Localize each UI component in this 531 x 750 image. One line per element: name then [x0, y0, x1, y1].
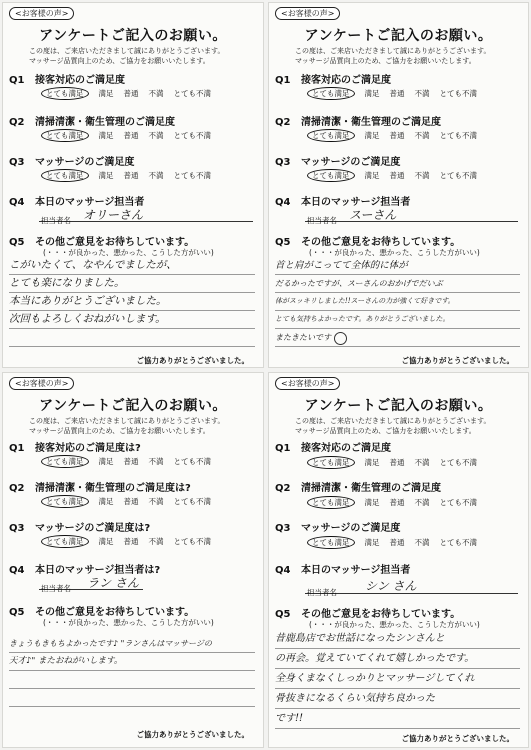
- question-text: その他ご意見をお待ちしています。: [301, 609, 461, 620]
- option-satisfied[interactable]: 満足: [364, 458, 380, 467]
- question-1: [275, 71, 391, 86]
- question-number: Q3: [275, 523, 291, 534]
- option-very-satisfied-selected[interactable]: とても満足: [41, 455, 89, 468]
- comment-line: とても気持ちよかったです。ありがとうございました。: [275, 311, 520, 329]
- staff-name-line: [39, 207, 253, 222]
- staff-name[interactable]: シン さん: [365, 579, 417, 593]
- option-satisfied[interactable]: 満足: [98, 537, 114, 546]
- question-number: Q2: [9, 117, 25, 128]
- q1-options[interactable]: [41, 88, 221, 99]
- survey-card-4: [268, 372, 529, 748]
- question-text: 接客対応のご満足度は?: [35, 443, 141, 454]
- intro-text: [29, 46, 255, 66]
- option-satisfied[interactable]: 満足: [98, 131, 114, 140]
- question-1: [275, 439, 391, 454]
- question-5: [275, 605, 460, 620]
- comment-line: 本当にありがとうございました。: [9, 293, 255, 311]
- survey-card-3: [2, 372, 264, 748]
- question-number: Q1: [275, 443, 291, 454]
- question-1: [9, 439, 141, 454]
- question-5: [275, 233, 460, 248]
- comment-line: の再会。覚えていてくれて嬉しかったです。: [275, 649, 520, 669]
- question-number: Q5: [275, 609, 291, 620]
- q2-options[interactable]: [41, 130, 221, 141]
- option-very-satisfied-selected[interactable]: とても満足: [41, 535, 89, 548]
- smiley-icon: [334, 332, 347, 345]
- option-dissatisfied[interactable]: 不満: [414, 538, 430, 547]
- staff-name[interactable]: スーさん: [349, 208, 397, 222]
- intro-line-1: この度は、ご来店いただきまして誠にありがとうございます。: [29, 47, 225, 55]
- option-very-dissatisfied[interactable]: とても不満: [173, 497, 211, 506]
- option-very-satisfied-selected[interactable]: とても満足: [41, 495, 89, 508]
- option-normal[interactable]: 普通: [389, 498, 405, 507]
- comment-area[interactable]: [9, 257, 255, 347]
- comment-line: [275, 329, 520, 347]
- question-number: Q4: [9, 197, 25, 208]
- thanks-text: ご協力ありがとうございました。: [401, 356, 514, 365]
- question-text: マッサージのご満足度: [301, 523, 401, 534]
- option-normal[interactable]: 普通: [389, 458, 405, 467]
- q5-subtext: (・・・が良かった、悪かった、こうした方がいい): [43, 618, 214, 627]
- comment-line: 昔鹿島店でお世話になったシンさんと: [275, 629, 520, 649]
- staff-label: 担当者名: [307, 216, 337, 225]
- question-number: Q5: [9, 237, 25, 248]
- comment-line: 全身くまなくしっかりとマッサージしてくれ: [275, 669, 520, 689]
- question-text: マッサージのご満足度は?: [35, 523, 151, 534]
- question-3: [275, 153, 400, 168]
- comment-line: だるかったですが、スーさんのおかげでだいぶ: [275, 275, 520, 293]
- question-number: Q2: [9, 483, 25, 494]
- question-text: 清掃清潔・衛生管理のご満足度: [301, 483, 441, 494]
- question-text: 接客対応のご満足度: [301, 75, 391, 86]
- intro-line-1: この度は、ご来店いただきまして誠にありがとうございます。: [295, 417, 491, 425]
- option-satisfied[interactable]: 満足: [364, 498, 380, 507]
- comment-line: とても楽になりました。: [9, 275, 255, 293]
- q3-options[interactable]: [307, 170, 487, 181]
- question-text: 清掃清潔・衛生管理のご満足度: [35, 117, 175, 128]
- question-2: [9, 479, 191, 494]
- question-2: [275, 479, 441, 494]
- option-normal[interactable]: 普通: [123, 497, 139, 506]
- option-satisfied[interactable]: 満足: [364, 171, 380, 180]
- card-title: アンケートご記入のお願い。: [39, 398, 227, 414]
- card-title: アンケートご記入のお願い。: [304, 28, 493, 44]
- q2-options[interactable]: [307, 130, 487, 141]
- option-normal[interactable]: 普通: [123, 89, 139, 98]
- badge: <お客様の声>: [9, 7, 74, 20]
- question-1: [9, 71, 125, 86]
- badge: <お客様の声>: [275, 7, 340, 20]
- question-5: [9, 603, 194, 618]
- comment-line: こがいたくて、なやんでましたが、: [9, 257, 255, 275]
- survey-card-2: [268, 2, 529, 368]
- staff-label: 担当者名: [307, 588, 337, 597]
- option-dissatisfied[interactable]: 不満: [148, 497, 164, 506]
- intro-text: [295, 416, 520, 436]
- option-very-satisfied-selected[interactable]: とても満足: [307, 87, 355, 100]
- q2-options[interactable]: [41, 496, 221, 507]
- option-very-satisfied-selected[interactable]: とても満足: [307, 129, 355, 142]
- question-number: Q2: [275, 117, 291, 128]
- staff-label: 担当者名: [41, 216, 71, 225]
- staff-name[interactable]: ラン さん: [87, 576, 139, 590]
- option-dissatisfied[interactable]: 不満: [148, 537, 164, 546]
- option-very-dissatisfied[interactable]: とても不満: [173, 457, 211, 466]
- option-normal[interactable]: 普通: [123, 171, 139, 180]
- comment-line: 骨抜きになるくらい気持ち良かった: [275, 689, 520, 709]
- comment-line: [9, 329, 255, 347]
- comment-text: またきたいです: [275, 333, 331, 342]
- intro-line-2: マッサージ品質向上のため、ご協力をお願いいたします。: [295, 57, 476, 65]
- option-very-dissatisfied[interactable]: とても不満: [439, 131, 477, 140]
- staff-name[interactable]: オリーさん: [83, 208, 144, 222]
- question-number: Q5: [275, 237, 291, 248]
- option-normal[interactable]: 普通: [389, 89, 405, 98]
- intro-text: [295, 46, 520, 66]
- question-text: その他ご意見をお待ちしています。: [301, 237, 461, 248]
- comment-line: 体がスッキリしました!!スーさんの力が強くて好きです。: [275, 293, 520, 311]
- option-normal[interactable]: 普通: [123, 131, 139, 140]
- option-very-satisfied-selected[interactable]: とても満足: [307, 536, 355, 549]
- question-text: マッサージのご満足度: [35, 157, 135, 168]
- option-normal[interactable]: 普通: [123, 457, 139, 466]
- question-2: [9, 113, 175, 128]
- q5-subtext: (・・・が良かった、悪かった、こうした方がいい): [43, 248, 214, 257]
- question-number: Q1: [9, 443, 25, 454]
- option-normal[interactable]: 普通: [389, 131, 405, 140]
- option-satisfied[interactable]: 満足: [364, 538, 380, 547]
- option-dissatisfied[interactable]: 不満: [148, 131, 164, 140]
- question-5: [9, 233, 194, 248]
- question-number: Q3: [9, 157, 25, 168]
- q1-options[interactable]: [307, 88, 487, 99]
- option-satisfied[interactable]: 満足: [98, 171, 114, 180]
- option-very-dissatisfied[interactable]: とても不満: [173, 171, 211, 180]
- question-number: Q4: [275, 565, 291, 576]
- option-very-satisfied-selected[interactable]: とても満足: [41, 129, 89, 142]
- question-text: 本日のマッサージ担当者: [301, 565, 411, 576]
- card-title: アンケートご記入のお願い。: [39, 28, 227, 44]
- option-very-dissatisfied[interactable]: とても不満: [439, 538, 477, 547]
- q1-options[interactable]: [41, 456, 221, 467]
- question-text: その他ご意見をお待ちしています。: [35, 607, 195, 618]
- question-text: 本日のマッサージ担当者: [301, 197, 411, 208]
- q5-subtext: (・・・が良かった、悪かった、こうした方がいい): [309, 248, 480, 257]
- intro-line-2: マッサージ品質向上のため、ご協力をお願いいたします。: [29, 57, 210, 65]
- option-normal[interactable]: 普通: [389, 171, 405, 180]
- question-text: 清掃清潔・衛生管理のご満足度: [301, 117, 441, 128]
- option-dissatisfied[interactable]: 不満: [414, 458, 430, 467]
- option-very-dissatisfied[interactable]: とても不満: [173, 131, 211, 140]
- q3-options[interactable]: [41, 170, 221, 181]
- question-text: 本日のマッサージ担当者は?: [35, 565, 161, 576]
- option-very-dissatisfied[interactable]: とても不満: [439, 171, 477, 180]
- q2-options[interactable]: [307, 497, 487, 508]
- comment-line: [9, 689, 255, 707]
- question-text: 接客対応のご満足度: [301, 443, 391, 454]
- question-text: 接客対応のご満足度: [35, 75, 125, 86]
- option-dissatisfied[interactable]: 不満: [414, 498, 430, 507]
- question-number: Q3: [9, 523, 25, 534]
- q1-options[interactable]: [307, 457, 487, 468]
- question-3: [9, 519, 150, 534]
- question-2: [275, 113, 441, 128]
- question-number: Q4: [9, 565, 25, 576]
- question-text: 清掃清潔・衛生管理のご満足度は?: [35, 483, 191, 494]
- comment-area[interactable]: [9, 635, 255, 707]
- question-number: Q1: [9, 75, 25, 86]
- q3-options[interactable]: [307, 537, 487, 548]
- option-very-dissatisfied[interactable]: とても不満: [173, 537, 211, 546]
- option-satisfied[interactable]: 満足: [98, 457, 114, 466]
- question-text: 本日のマッサージ担当者: [35, 197, 145, 208]
- option-very-dissatisfied[interactable]: とても不満: [439, 89, 477, 98]
- q3-options[interactable]: [41, 536, 221, 547]
- question-text: マッサージのご満足度: [301, 157, 401, 168]
- comment-line: [9, 671, 255, 689]
- question-text: その他ご意見をお待ちしています。: [35, 237, 195, 248]
- option-satisfied[interactable]: 満足: [364, 131, 380, 140]
- option-dissatisfied[interactable]: 不満: [148, 171, 164, 180]
- option-very-dissatisfied[interactable]: とても不満: [173, 89, 211, 98]
- comment-line: 次回もよろしくおねがいします。: [9, 311, 255, 329]
- thanks-text: ご協力ありがとうございました。: [136, 730, 249, 739]
- card-title: アンケートご記入のお願い。: [304, 398, 493, 414]
- question-3: [9, 153, 134, 168]
- comment-area[interactable]: [275, 257, 520, 347]
- option-very-satisfied-selected[interactable]: とても満足: [41, 169, 89, 182]
- option-satisfied[interactable]: 満足: [364, 89, 380, 98]
- option-very-dissatisfied[interactable]: とても不満: [439, 458, 477, 467]
- intro-line-2: マッサージ品質向上のため、ご協力をお願いいたします。: [29, 427, 210, 435]
- option-satisfied[interactable]: 満足: [98, 497, 114, 506]
- question-number: Q2: [275, 483, 291, 494]
- intro-line-1: この度は、ご来店いただきまして誠にありがとうございます。: [29, 417, 225, 425]
- comment-line: 天才♪" またおねがいします。: [9, 653, 255, 671]
- option-very-satisfied-selected[interactable]: とても満足: [307, 456, 355, 469]
- intro-line-1: この度は、ご来店いただきまして誠にありがとうございます。: [295, 47, 491, 55]
- badge: <お客様の声>: [9, 377, 74, 390]
- option-dissatisfied[interactable]: 不満: [414, 89, 430, 98]
- badge: <お客様の声>: [275, 377, 340, 390]
- option-dissatisfied[interactable]: 不満: [148, 89, 164, 98]
- intro-text: [29, 416, 255, 436]
- intro-line-2: マッサージ品質向上のため、ご協力をお願いいたします。: [295, 427, 476, 435]
- question-3: [275, 519, 400, 534]
- comment-line: きょうもきもちよかったです♪ "ランさんはマッサージの: [9, 635, 255, 653]
- option-very-satisfied-selected[interactable]: とても満足: [307, 169, 355, 182]
- q5-subtext: (・・・が良かった、悪かった、こうした方がいい): [309, 620, 480, 629]
- option-dissatisfied[interactable]: 不満: [414, 171, 430, 180]
- option-satisfied[interactable]: 満足: [98, 89, 114, 98]
- thanks-text: ご協力ありがとうございました。: [136, 356, 249, 365]
- option-normal[interactable]: 普通: [389, 538, 405, 547]
- option-normal[interactable]: 普通: [123, 537, 139, 546]
- option-very-satisfied-selected[interactable]: とても満足: [41, 87, 89, 100]
- comment-line: 首と肩がこってて全体的に体が: [275, 257, 520, 275]
- option-dissatisfied[interactable]: 不満: [148, 457, 164, 466]
- survey-card-1: [2, 2, 264, 368]
- option-dissatisfied[interactable]: 不満: [414, 131, 430, 140]
- option-very-dissatisfied[interactable]: とても不満: [439, 498, 477, 507]
- comment-line: です!!: [275, 709, 520, 729]
- comment-area[interactable]: [275, 629, 520, 729]
- question-number: Q3: [275, 157, 291, 168]
- staff-label: 担当者名: [41, 584, 71, 593]
- option-very-satisfied-selected[interactable]: とても満足: [307, 496, 355, 509]
- question-number: Q4: [275, 197, 291, 208]
- question-number: Q5: [9, 607, 25, 618]
- question-4: [275, 561, 410, 576]
- thanks-text: ご協力ありがとうございました。: [401, 734, 514, 743]
- question-number: Q1: [275, 75, 291, 86]
